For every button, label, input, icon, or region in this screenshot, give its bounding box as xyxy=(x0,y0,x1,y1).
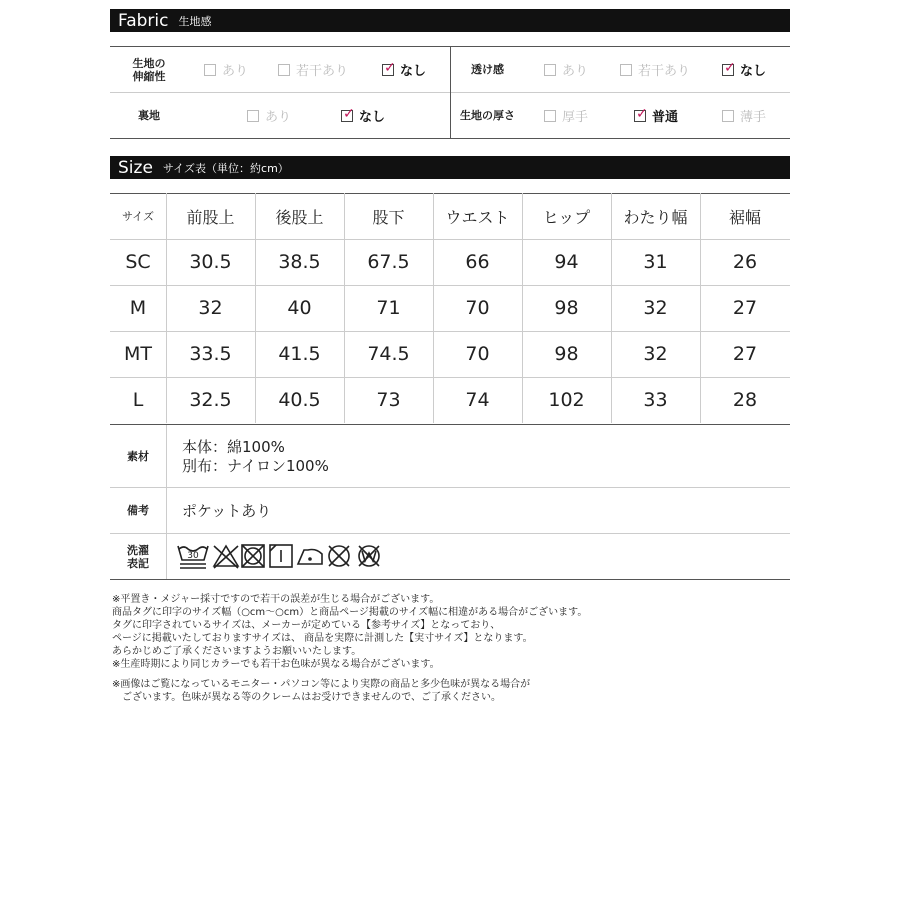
no-wet-clean-icon xyxy=(359,546,379,566)
size-header-cell xyxy=(433,193,522,239)
no-bleach-icon xyxy=(214,546,238,568)
note-line: ※平置き・メジャー採寸ですので若干の誤差が生じる場合がございます。 xyxy=(112,594,440,605)
lining-label: 裏地 xyxy=(138,109,160,122)
size-header-cell xyxy=(611,193,700,239)
size-value-cell xyxy=(166,239,255,285)
stretch-label-line2: 伸縮性 xyxy=(132,69,166,83)
care-icons xyxy=(176,540,426,572)
size-cell-value: 70 xyxy=(465,343,490,365)
material-rule xyxy=(110,487,790,488)
size-title-en: Size xyxy=(118,157,153,178)
checkbox-icon xyxy=(544,64,556,76)
size-cell-value: 40.5 xyxy=(278,389,321,411)
care-label xyxy=(110,534,166,579)
size-value-cell xyxy=(611,239,700,285)
size-header-cell xyxy=(255,193,344,239)
size-cell-value: 98 xyxy=(554,297,579,319)
remarks-value: ポケットあり xyxy=(182,502,272,520)
size-header-label: 後股上 xyxy=(275,207,324,227)
care-bottom-rule xyxy=(110,579,790,580)
size-header-label: ヒップ xyxy=(542,207,591,227)
stretch-option-nashi[interactable]: ✓ なし xyxy=(384,59,427,79)
size-cell-value: 67.5 xyxy=(367,251,410,273)
size-value-cell xyxy=(433,239,522,285)
size-title-jp: サイズ表（単位：約cm） xyxy=(162,161,289,175)
size-cell-value: 94 xyxy=(554,251,579,273)
size-cell-value: 32 xyxy=(643,343,668,365)
size-value-cell xyxy=(611,285,700,331)
sheer-label: 透け感 xyxy=(471,63,504,76)
size-value-cell xyxy=(522,239,611,285)
remarks-label: 備考 xyxy=(127,504,149,517)
size-cell-value: M xyxy=(129,297,147,319)
fabric-bottom-rule xyxy=(110,138,790,139)
size-header-size xyxy=(110,193,166,239)
checked-checkbox-icon: ✓ xyxy=(384,59,396,76)
size-cell-value: 71 xyxy=(376,297,401,319)
material-line2: 別布：ナイロン100% xyxy=(182,457,329,475)
note-line: タグに印字されているサイズは、メーカーが定めている【参考サイズ】となっており、 xyxy=(112,620,501,631)
size-row-label xyxy=(110,377,166,423)
size-value-cell xyxy=(344,377,433,423)
stretch-options xyxy=(110,47,450,92)
fabric-title-jp: 生地感 xyxy=(178,14,212,28)
size-header-label: ウエスト xyxy=(445,207,510,227)
note-line: ※生産時期により同じカラーでも若干お色味が異なる場合がございます。 xyxy=(112,659,440,670)
size-cell-value: 33.5 xyxy=(189,343,232,365)
size-cell-value: 40 xyxy=(287,297,312,319)
size-value-cell xyxy=(255,285,344,331)
checked-checkbox-icon: ✓ xyxy=(724,59,736,76)
thickness-option-thin[interactable]: 薄手 xyxy=(722,93,766,138)
svg-text:30: 30 xyxy=(187,551,199,561)
material-line1: 本体：綿100% xyxy=(182,438,285,456)
size-cell-value: SC xyxy=(125,251,151,273)
info-label-divider xyxy=(166,425,167,579)
size-value-cell xyxy=(255,377,344,423)
size-value-cell xyxy=(522,285,611,331)
sheer-option-jakkan[interactable]: 若干あり xyxy=(620,47,690,92)
size-cell-value: MT xyxy=(124,343,152,365)
size-cell-value: 31 xyxy=(643,251,668,273)
size-header-cell xyxy=(344,193,433,239)
sheer-option-nashi[interactable]: ✓ なし xyxy=(724,59,767,79)
size-cell-value: 74.5 xyxy=(367,343,410,365)
notes xyxy=(112,593,587,704)
size-row-label xyxy=(110,331,166,377)
size-cell-value: 27 xyxy=(732,297,758,319)
size-value-cell xyxy=(433,377,522,423)
thickness-option-normal[interactable]: ✓ 普通 xyxy=(636,105,679,125)
size-header-label: サイズ xyxy=(121,210,155,223)
fabric-title-en: Fabric xyxy=(118,10,169,31)
iron-low-icon xyxy=(298,550,322,565)
size-cell-value: L xyxy=(132,389,144,411)
size-cell-value: 26 xyxy=(732,251,758,273)
size-value-cell xyxy=(166,377,255,423)
stretch-option-jakkan[interactable]: 若干あり xyxy=(278,47,348,92)
note-line: 商品タグに印字のサイズ幅（○cm〜○cm）と商品ページ掲載のサイズ幅に相違がある場合がございます。 xyxy=(112,607,588,618)
no-dry-clean-icon xyxy=(329,546,349,566)
material-label: 素材 xyxy=(127,449,149,463)
size-header-label: 前股上 xyxy=(186,207,235,227)
stretch-label-line1: 生地の xyxy=(132,56,166,70)
size-cell-value: 66 xyxy=(465,251,490,273)
table-bottom-rule xyxy=(110,424,790,425)
checkbox-icon xyxy=(544,110,556,122)
size-cell-value: 30.5 xyxy=(189,251,232,273)
line-dry-shade-icon xyxy=(270,545,292,567)
lining-option-ari[interactable]: あり xyxy=(247,93,291,138)
note-line: あらかじめご了承くださいますようお願いいたします。 xyxy=(112,646,362,657)
size-value-cell xyxy=(700,331,790,377)
size-value-cell xyxy=(344,331,433,377)
material-value xyxy=(182,438,329,476)
size-value-cell xyxy=(166,331,255,377)
size-row-label xyxy=(110,285,166,331)
size-value-cell xyxy=(522,331,611,377)
no-tumble-dry-icon xyxy=(242,545,264,567)
size-row-label xyxy=(110,239,166,285)
size-value-cell xyxy=(344,285,433,331)
size-cell-value: 32 xyxy=(198,297,223,319)
size-value-cell xyxy=(433,331,522,377)
size-value-cell xyxy=(433,285,522,331)
thickness-option-thick[interactable]: 厚手 xyxy=(544,93,588,138)
stretch-option-ari[interactable]: あり xyxy=(204,47,248,92)
thickness-options xyxy=(451,93,790,138)
size-cell-value: 74 xyxy=(465,389,490,411)
sheer-option-ari[interactable]: あり xyxy=(544,47,588,92)
note-line: ※画像はご覧になっているモニター・パソコン等により実際の商品と多少色味が異なる場合が xyxy=(112,679,531,690)
size-value-cell xyxy=(522,377,611,423)
size-value-cell xyxy=(611,377,700,423)
size-header-label: 股下 xyxy=(372,207,405,227)
checked-checkbox-icon: ✓ xyxy=(343,105,355,122)
size-header-label: わたり幅 xyxy=(623,207,688,227)
lining-options xyxy=(110,93,450,138)
size-cell-value: 32.5 xyxy=(189,389,232,411)
sheer-options xyxy=(451,47,790,92)
size-cell-value: 28 xyxy=(732,389,758,411)
remarks-rule xyxy=(110,533,790,534)
checkbox-icon xyxy=(204,64,216,76)
size-cell-value: 98 xyxy=(554,343,579,365)
size-value-cell xyxy=(700,285,790,331)
size-cell-value: 27 xyxy=(732,343,758,365)
size-value-cell xyxy=(166,285,255,331)
size-value-cell xyxy=(255,239,344,285)
checkbox-icon xyxy=(620,64,632,76)
note-line: ございます。色味が異なる等のクレームはお受けできませんので、ご了承ください。 xyxy=(112,692,501,703)
size-value-cell xyxy=(700,377,790,423)
size-value-cell xyxy=(344,239,433,285)
size-header-label: 裾幅 xyxy=(728,207,761,227)
size-header-bar xyxy=(110,156,790,179)
wash-30-icon xyxy=(178,546,208,568)
checked-checkbox-icon: ✓ xyxy=(636,105,648,122)
size-value-cell xyxy=(611,331,700,377)
size-cell-value: 73 xyxy=(376,389,401,411)
size-cell-value: 41.5 xyxy=(278,343,321,365)
fabric-header-bar xyxy=(110,9,790,32)
size-header-cell xyxy=(700,193,790,239)
lining-option-nashi[interactable]: ✓ なし xyxy=(343,105,386,125)
checkbox-icon xyxy=(722,110,734,122)
checkbox-icon xyxy=(278,64,290,76)
size-value-cell xyxy=(255,331,344,377)
size-header-cell xyxy=(166,193,255,239)
checkbox-icon xyxy=(247,110,259,122)
size-value-cell xyxy=(700,239,790,285)
note-line: ページに掲載いたしておりますサイズは、 商品を実際に計測した【実寸サイズ】となります。 xyxy=(112,633,533,644)
size-cell-value: 102 xyxy=(548,389,585,411)
thickness-label: 生地の厚さ xyxy=(460,109,515,122)
care-label-line2: 表記 xyxy=(127,556,149,570)
size-header-cell xyxy=(522,193,611,239)
size-cell-value: 33 xyxy=(643,389,668,411)
size-cell-value: 38.5 xyxy=(278,251,321,273)
care-label-line1: 洗濯 xyxy=(127,543,149,557)
size-cell-value: 70 xyxy=(465,297,490,319)
size-cell-value: 32 xyxy=(643,297,668,319)
